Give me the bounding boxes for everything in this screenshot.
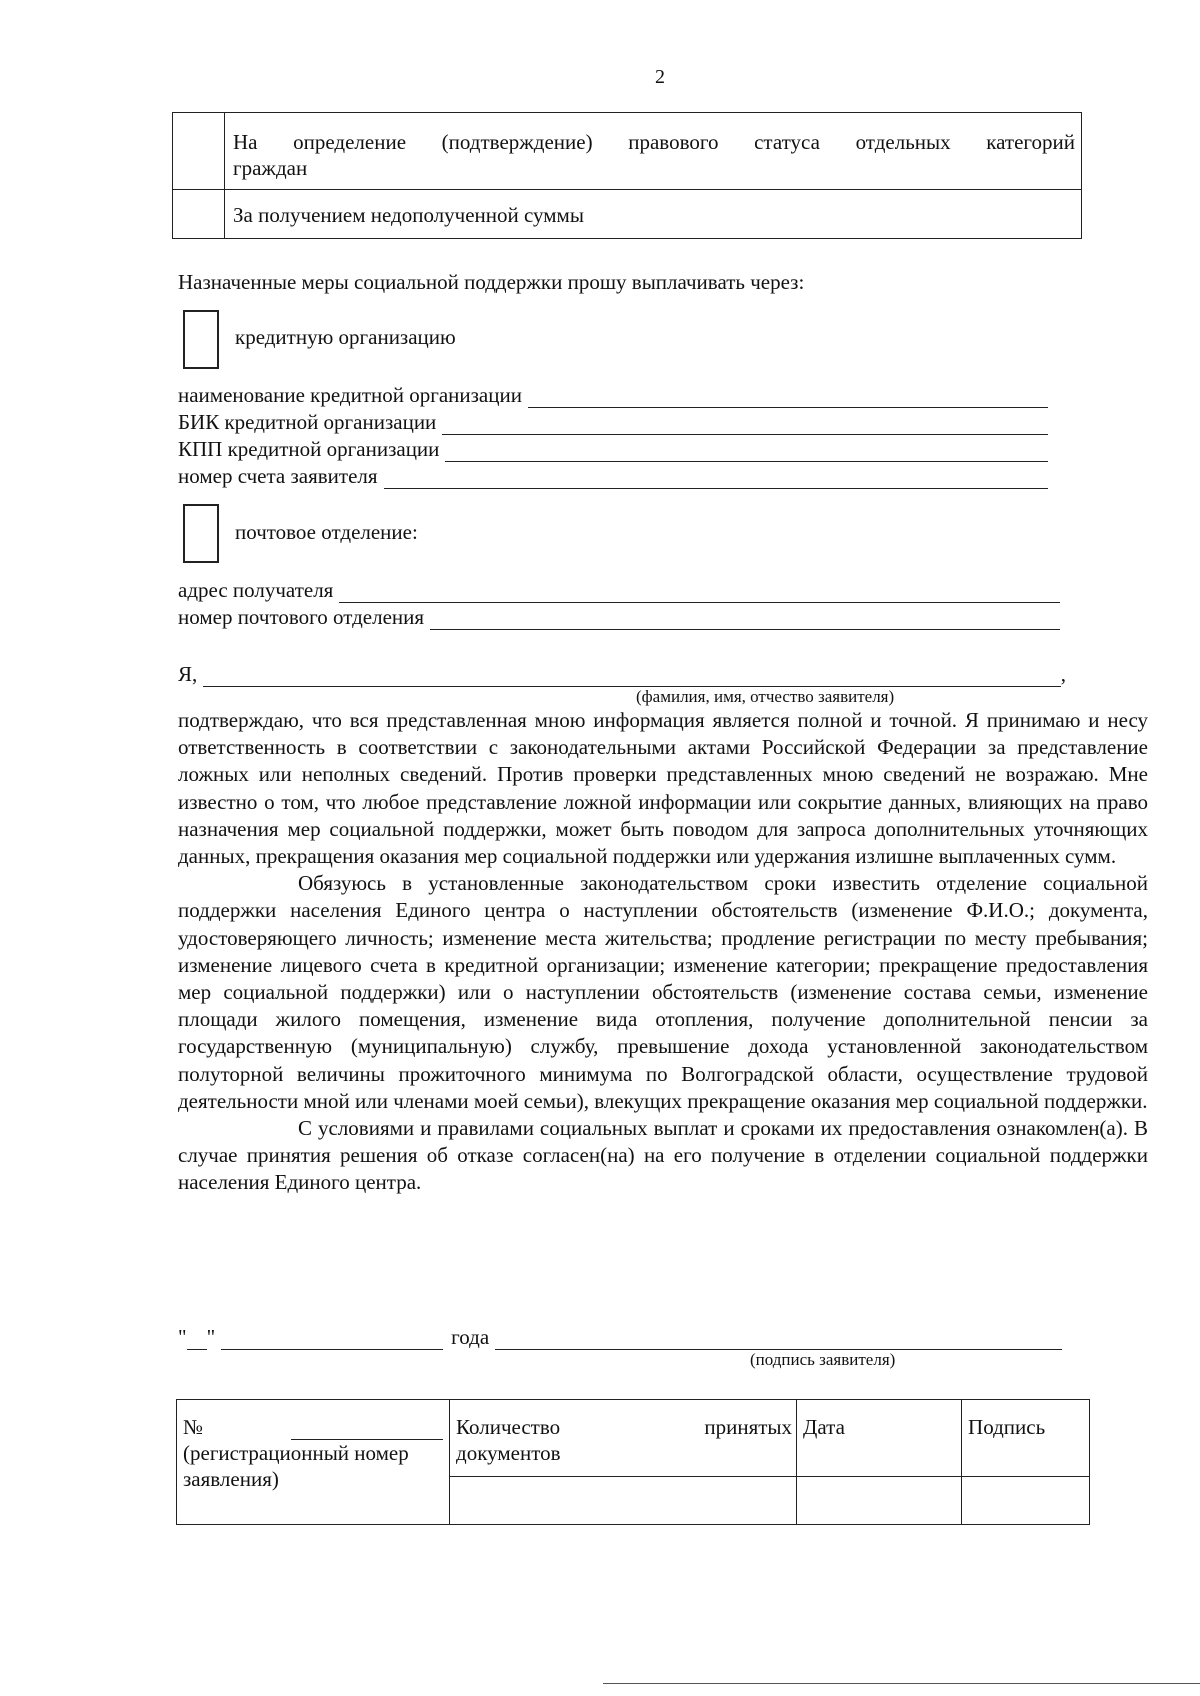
recipient-address-field[interactable] (178, 576, 1060, 603)
scan-edge-line (603, 1683, 1200, 1684)
documents-count-header (450, 1400, 797, 1477)
name-caption: (фамилия, имя, отчество заявителя) (636, 687, 895, 706)
bank-kpp-line[interactable] (445, 439, 1048, 462)
declaration-text (178, 707, 1148, 1197)
bank-option-checkbox[interactable] (183, 310, 219, 369)
account-number-label: номер счета заявителя (178, 464, 378, 488)
bank-name-label: наименование кредитной организации (178, 383, 522, 407)
checkbox-cell-legal-status[interactable] (173, 113, 225, 190)
month-year-field[interactable] (221, 1329, 443, 1350)
recipient-address-label: адрес получателя (178, 578, 334, 602)
date-header: Дата (797, 1400, 962, 1477)
post-fields (178, 576, 1060, 630)
documents-count-label-3: документов (456, 1441, 561, 1465)
date-value[interactable] (797, 1477, 962, 1525)
option-legal-status (225, 113, 1082, 190)
documents-count-label-2: принятых (704, 1415, 793, 1439)
applicant-name-field[interactable] (178, 660, 1066, 687)
number-label: № (183, 1415, 204, 1439)
bank-bik-field[interactable] (178, 408, 1048, 435)
date-quote-close: " (206, 1325, 216, 1349)
recipient-address-line[interactable] (339, 580, 1060, 603)
bank-name-field[interactable] (178, 381, 1048, 408)
signature-header: Подпись (962, 1400, 1090, 1477)
documents-count-value[interactable] (450, 1477, 797, 1525)
page-number: 2 (655, 66, 665, 88)
post-office-number-label: номер почтового отделения (178, 605, 425, 629)
applicant-name-line[interactable] (203, 664, 1060, 687)
documents-count-label-1: Количество (456, 1415, 561, 1439)
year-label: года (451, 1325, 490, 1349)
bank-fields (178, 381, 1048, 489)
bank-option-label: кредитную организацию (235, 325, 456, 349)
declaration-paragraph-2: Обязуюсь в установленные законодательством сроки известить отделение социальной поддержки населения Единого центра о наступлении обстоятельств (изменение Ф.И.О.; документа, удостоверяющего личность; изменение места жительства; продление регистрации по месту пребывания; изменение лицевого счета в кредитной организации; изменение категории; прекращение предоставления мер социальной поддержки) или о наступлении обстоятельств (изменение состава семьи, изменение площади жилого помещения, изменение вида отопления, получение дополнительной пенсии за государственную (муниципальную) службу, превышение дохода установленной законодательством полуторной величины прожиточного минимума по Волгоградской области, осуществление трудовой деятельности мной или членами моей семьи), влекущих прекращение оказания мер социальной поддержки. (178, 871, 1148, 1113)
option-legal-status-line1: На определение (подтверждение) правового статуса отдельных категорий (233, 130, 1075, 154)
date-quote-open: " (178, 1325, 187, 1349)
registration-number-cell (177, 1400, 450, 1525)
payment-intro: Назначенные меры социальной поддержки прошу выплачивать через: (178, 270, 805, 294)
bank-name-line[interactable] (528, 385, 1048, 408)
day-field[interactable] (187, 1329, 207, 1350)
registration-number-line[interactable] (291, 1419, 443, 1440)
bank-bik-line[interactable] (442, 412, 1048, 435)
signature-field[interactable] (495, 1329, 1062, 1350)
bank-bik-label: БИК кредитной организации (178, 410, 437, 434)
application-type-table (172, 112, 1082, 239)
declaration-paragraph-3: С условиями и правилами социальных выплат и сроками их предоставления ознакомлен(а). В случае принятия решения об отказе согласен(на) на его получение в отделении социальной поддержки населения Единого центра. (178, 1116, 1148, 1195)
date-signature-line (178, 1322, 1062, 1350)
signature-value[interactable] (962, 1477, 1090, 1525)
bank-kpp-field[interactable] (178, 435, 1048, 462)
option-unpaid-amount: За получением недополученной суммы (225, 190, 1082, 239)
account-number-line[interactable] (384, 466, 1048, 489)
declaration-suffix: , (1060, 662, 1066, 686)
post-option-checkbox[interactable] (183, 504, 219, 563)
post-office-number-field[interactable] (178, 603, 1060, 630)
registration-table (176, 1399, 1090, 1525)
declaration-prefix: Я, (178, 662, 198, 686)
post-option-label: почтовое отделение: (235, 520, 418, 544)
account-number-field[interactable] (178, 462, 1048, 489)
post-office-number-line[interactable] (430, 607, 1060, 630)
declaration-paragraph-1: подтверждаю, что вся представленная мною информация является полной и точной. Я принимаю и несу ответственность в соответствии с законодательными актами Российской Федерации за представление ложных или неполных сведений. Против проверки представленных мною сведений не возражаю. Мне известно о том, что любое представление ложной информации или сокрытие данных, влияющих на право назначения мер социальной поддержки, может быть поводом для запроса дополнительных уточняющих данных, прекращения оказания мер социальной поддержки или удержания излишне выплаченных сумм. (178, 708, 1148, 869)
registration-number-caption: (регистрационный номер заявления) (183, 1441, 409, 1491)
signature-caption: (подпись заявителя) (750, 1350, 896, 1369)
checkbox-cell-unpaid-amount[interactable] (173, 190, 225, 239)
option-legal-status-line2: граждан (233, 156, 308, 180)
bank-kpp-label: КПП кредитной организации (178, 437, 440, 461)
